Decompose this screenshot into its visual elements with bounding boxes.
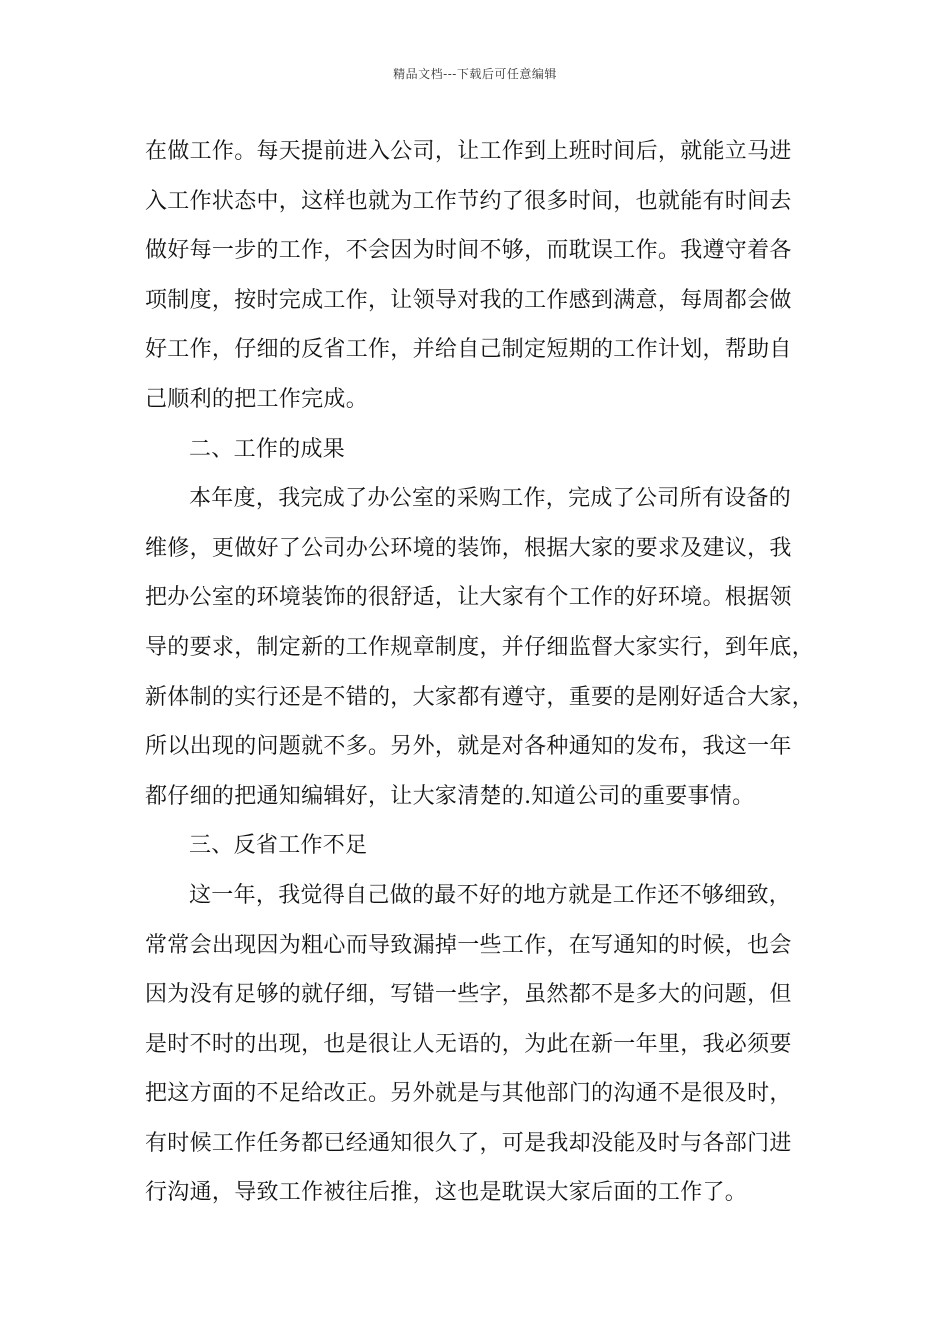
text-line: 因为没有足够的就仔细，写错一些字，虽然都不是多大的问题，但 (145, 982, 792, 1008)
text-line: 所以出现的问题就不多。另外，就是对各种通知的发布，我这一年 (145, 734, 792, 760)
text-line: 把这方面的不足给改正。另外就是与其他部门的沟通不是很及时， (145, 1081, 792, 1107)
text-line: 在做工作。每天提前进入公司，让工作到上班时间后，就能立马进 (145, 139, 792, 164)
text-line: 有时候工作任务都已经通知很久了，可是我却没能及时与各部门进 (145, 1130, 792, 1156)
text-line: 导的要求，制定新的工作规章制度，并仔细监督大家实行，到年底， (145, 634, 815, 660)
text-line: 把办公室的环境装饰的很舒适，让大家有个工作的好环境。根据领 (145, 585, 792, 611)
text-line: 本年度，我完成了办公室的采购工作，完成了公司所有设备的 (189, 486, 792, 512)
text-line: 都仔细的把通知编辑好，让大家清楚的.知道公司的重要事情。 (145, 783, 755, 809)
text-line: 维修，更做好了公司办公环境的装饰，根据大家的要求及建议，我 (145, 535, 792, 561)
text-line: 入工作状态中，这样也就为工作节约了很多时间，也就能有时间去 (145, 188, 792, 214)
text-line: 三、反省工作不足 (189, 833, 368, 859)
text-line: 新体制的实行还是不错的，大家都有遵守，重要的是刚好适合大家， (145, 684, 815, 710)
text-line: 是时不时的出现，也是很让人无语的，为此在新一年里，我必须要 (145, 1031, 792, 1057)
text-line: 己顺利的把工作完成。 (145, 386, 369, 412)
text-line: 做好每一步的工作，不会因为时间不够，而耽误工作。我遵守着各 (145, 238, 792, 264)
page-header: 精品文档---下载后可任意编辑 (393, 67, 557, 81)
text-line: 常常会出现因为粗心而导致漏掉一些工作，在写通知的时候，也会 (145, 932, 792, 958)
text-line: 项制度，按时完成工作，让领导对我的工作感到满意，每周都会做 (145, 287, 792, 313)
text-line: 行沟通，导致工作被往后推，这也是耽误大家后面的工作了。 (145, 1180, 748, 1206)
text-line: 二、工作的成果 (189, 436, 346, 462)
text-line: 好工作，仔细的反省工作，并给自己制定短期的工作计划，帮助自 (145, 337, 792, 363)
document-body (145, 127, 825, 1218)
text-line: 这一年，我觉得自己做的最不好的地方就是工作还不够细致， (189, 882, 792, 908)
